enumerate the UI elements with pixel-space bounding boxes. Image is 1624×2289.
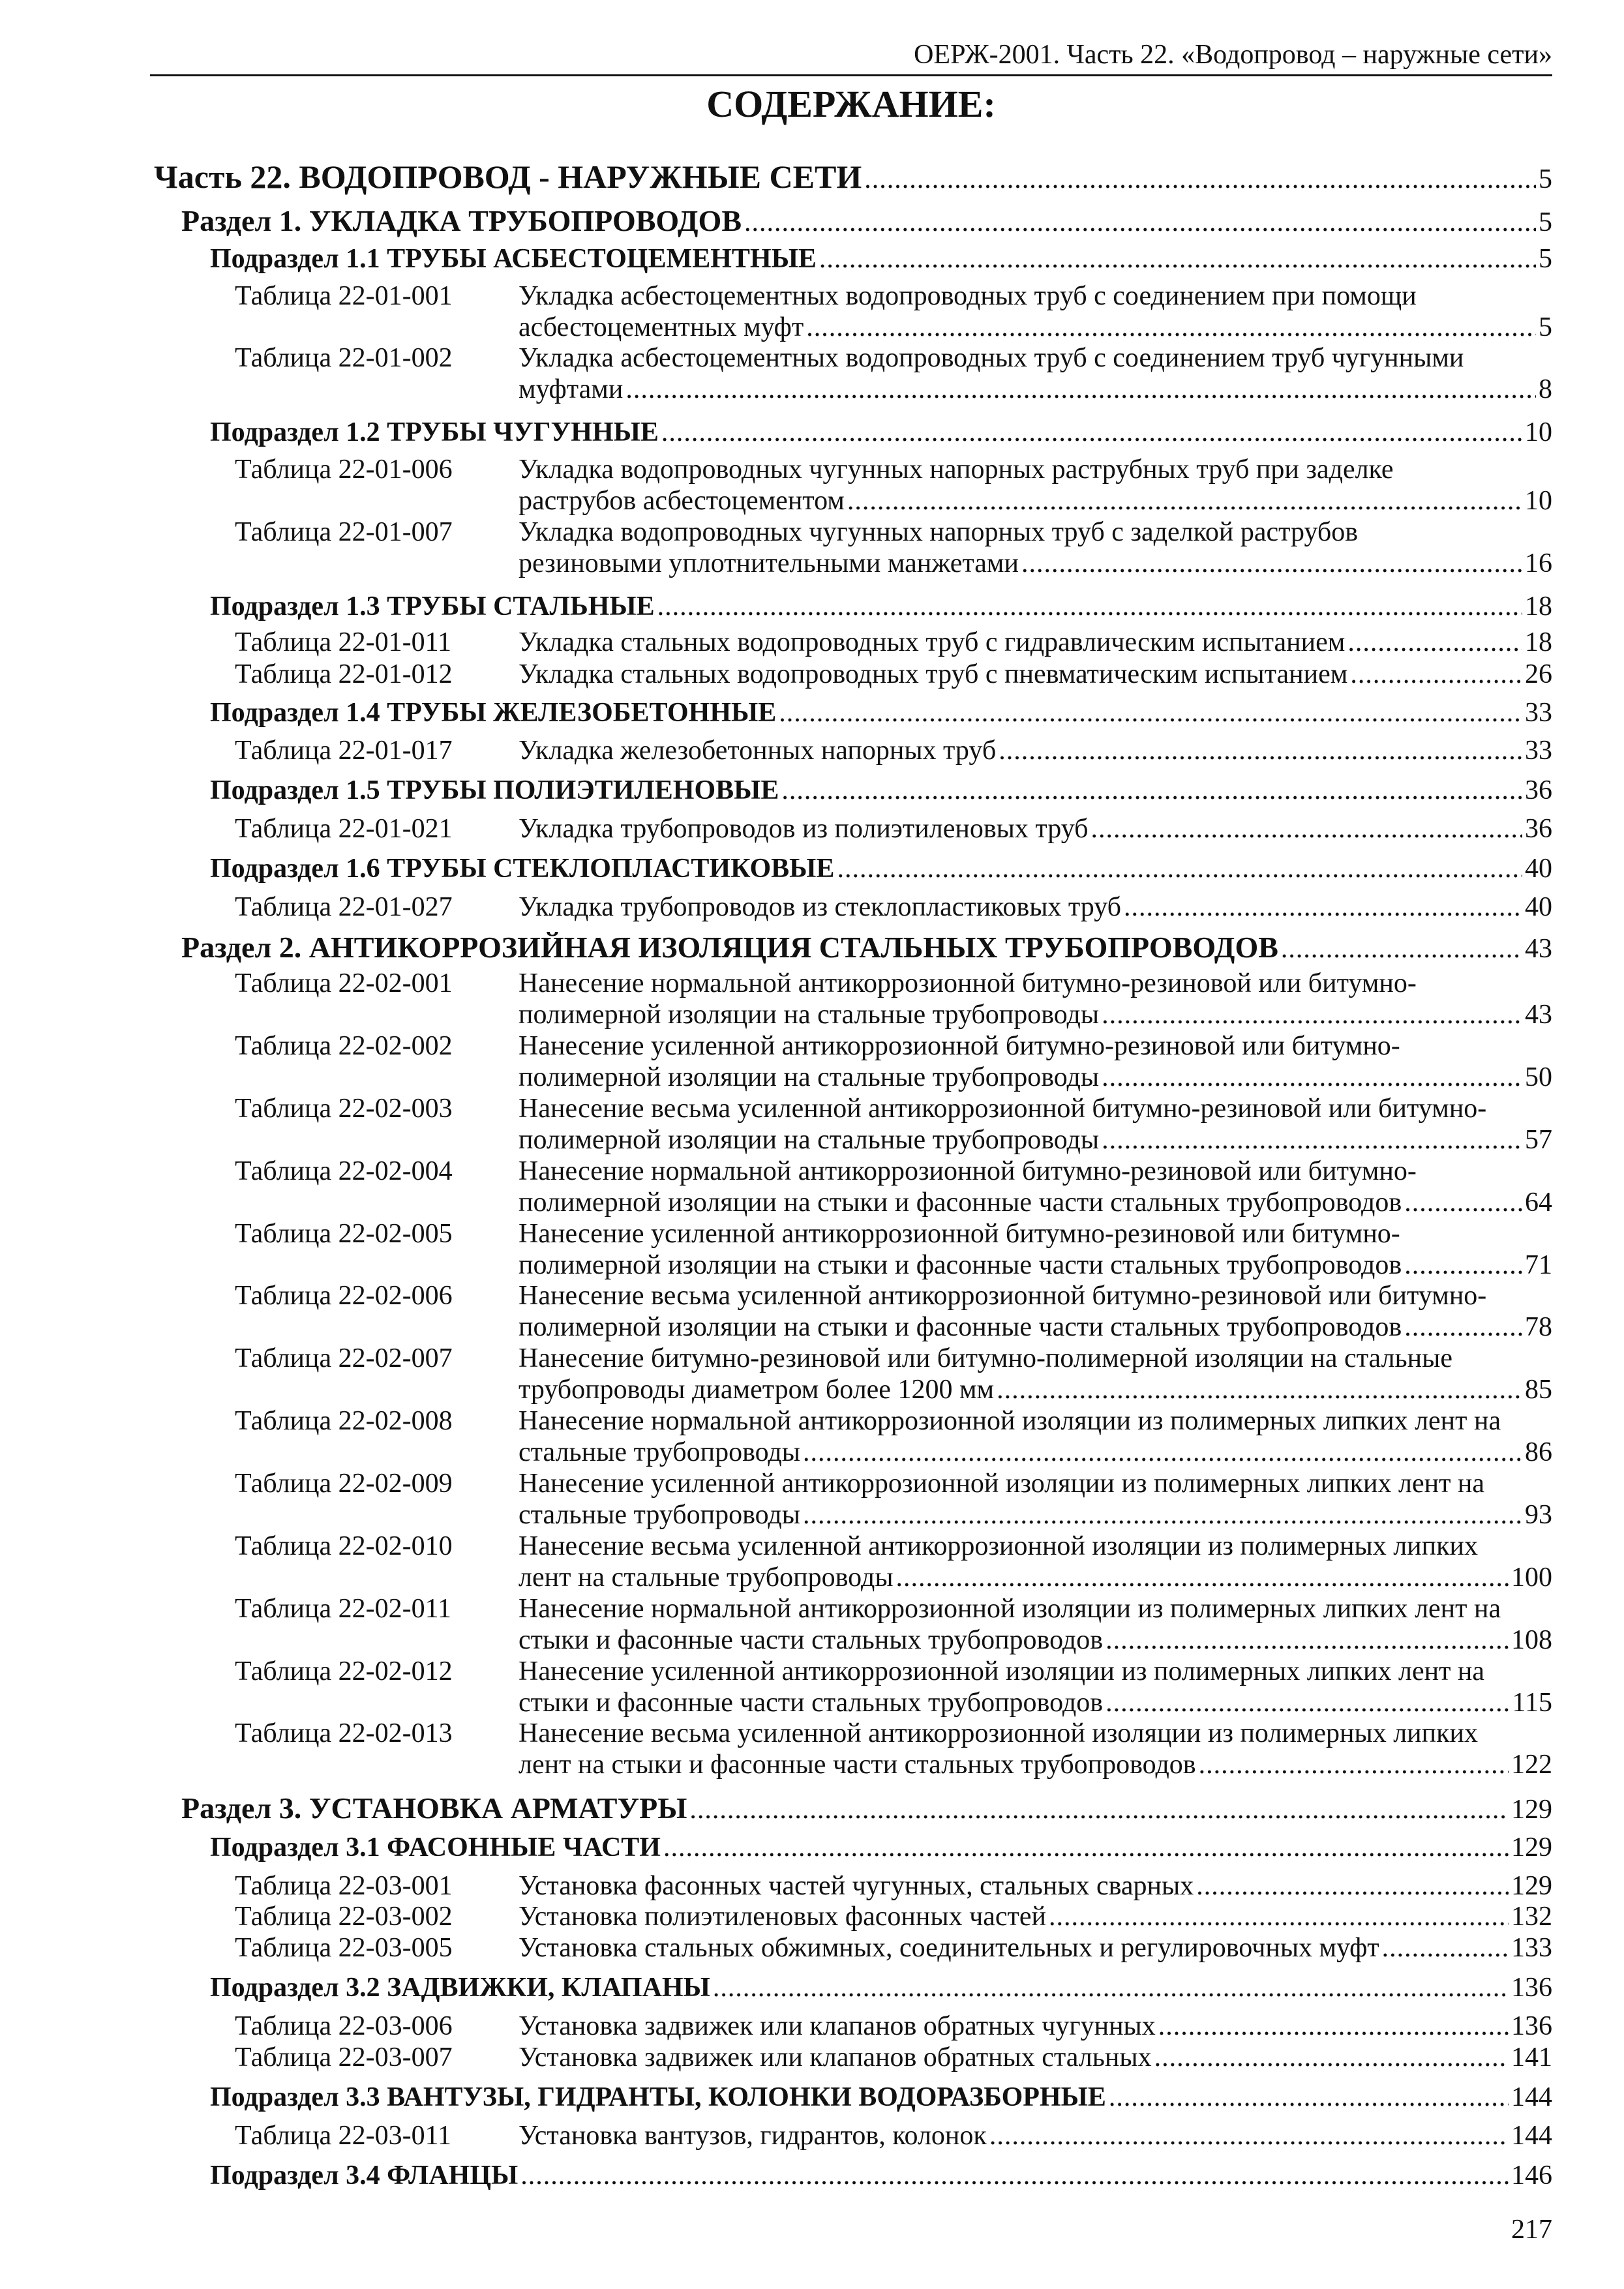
header-divider	[150, 74, 1552, 76]
toc-entry-title: Укладка стальных водопроводных труб с гидравлическим испытанием	[519, 627, 1346, 657]
toc-page-number: 36	[1525, 814, 1552, 844]
dot-leader	[1281, 931, 1522, 966]
toc-page-number: 136	[1511, 2011, 1552, 2041]
toc-page-number: 5	[1539, 207, 1552, 237]
dot-leader	[1196, 1870, 1509, 1902]
toc-entry-title: Укладка трубопроводов из стеклопластиковых труб	[519, 892, 1122, 922]
toc-page-number: 18	[1525, 591, 1552, 621]
page-number: 217	[1511, 2215, 1552, 2245]
dot-leader	[1347, 627, 1522, 658]
toc-entry-title: Раздел 2. АНТИКОРРОЗИЙНАЯ ИЗОЛЯЦИЯ СТАЛЬНЫХ ТРУБОПРОВОДОВ	[181, 931, 1278, 964]
toc-table-code: Таблица 22-03-005	[235, 1933, 453, 1963]
toc-entry-title: Подраздел 1.3 ТРУБЫ СТАЛЬНЫЕ	[210, 591, 655, 621]
running-header: ОЕРЖ-2001. Часть 22. «Водопровод – наружные сети»	[914, 40, 1552, 70]
toc-table-code: Таблица 22-01-021	[235, 814, 453, 844]
toc-entry-title: Установка стальных обжимных, соединительных и регулировочных муфт	[519, 1933, 1379, 1963]
dot-leader	[1102, 999, 1522, 1030]
toc-table-entry[interactable]	[519, 1062, 1552, 1093]
toc-table-code: Таблица 22-02-001	[235, 968, 453, 998]
toc-page-number: 115	[1512, 1688, 1552, 1718]
dot-leader	[1049, 1901, 1509, 1932]
toc-page-number: 86	[1525, 1437, 1552, 1467]
toc-table-entry[interactable]	[519, 2042, 1552, 2073]
toc-table-entry[interactable]	[519, 1870, 1552, 1902]
toc-table-title-line: Нанесение весьма усиленной антикоррозионной изоляции из полимерных липких	[519, 1718, 1479, 1748]
dot-leader	[999, 735, 1522, 766]
toc-section-entry[interactable]	[181, 1791, 1552, 1827]
dot-leader	[803, 1437, 1522, 1468]
toc-entry-title: полимерной изоляции на стальные трубопроводы	[519, 1062, 1100, 1092]
dot-leader	[663, 1831, 1509, 1864]
toc-entry-title: Подраздел 3.3 ВАНТУЗЫ, ГИДРАНТЫ, КОЛОНКИ ВОДОРАЗБОРНЫЕ	[210, 2082, 1106, 2112]
toc-subsection-entry[interactable]	[210, 590, 1552, 623]
dot-leader	[864, 160, 1536, 198]
toc-table-entry[interactable]	[519, 374, 1552, 405]
toc-page-number: 50	[1525, 1062, 1552, 1092]
toc-entry-title: Установка задвижек или клапанов обратных чугунных	[519, 2011, 1156, 2041]
toc-page-number: 33	[1525, 736, 1552, 766]
toc-page-number: 5	[1539, 164, 1552, 194]
toc-table-title-line: Нанесение весьма усиленной антикоррозионной битумно-резиновой или битумно-	[519, 1094, 1487, 1124]
toc-entry-title: асбестоцементных муфт	[519, 312, 804, 342]
toc-entry-title: стыки и фасонные части стальных трубопроводов	[519, 1688, 1104, 1718]
dot-leader	[1109, 2081, 1509, 2114]
toc-subsection-entry[interactable]	[210, 1971, 1552, 2004]
toc-page-number: 129	[1511, 1795, 1552, 1825]
toc-page-number: 146	[1511, 2161, 1552, 2191]
toc-table-entry[interactable]	[519, 1374, 1552, 1405]
toc-table-entry[interactable]	[519, 1499, 1552, 1531]
dot-leader	[803, 1499, 1522, 1531]
dot-leader	[713, 1971, 1509, 2004]
toc-table-code: Таблица 22-02-005	[235, 1219, 453, 1249]
toc-table-code: Таблица 22-02-007	[235, 1343, 453, 1373]
dot-leader	[989, 2120, 1509, 2151]
dot-leader	[1350, 659, 1522, 690]
toc-entry-title: полимерной изоляции на стальные трубопроводы	[519, 1125, 1100, 1155]
dot-leader	[1124, 891, 1522, 923]
dot-leader	[1404, 1187, 1522, 1218]
toc-table-entry[interactable]	[519, 1749, 1552, 1780]
toc-subsection-entry[interactable]	[210, 2081, 1552, 2114]
dot-leader	[657, 590, 1522, 623]
toc-table-entry[interactable]	[519, 1311, 1552, 1343]
dot-leader	[661, 416, 1522, 449]
toc-section-entry[interactable]	[181, 203, 1552, 240]
toc-entry-title: стальные трубопроводы	[519, 1500, 800, 1530]
toc-table-code: Таблица 22-02-004	[235, 1156, 453, 1186]
toc-page-number: 71	[1525, 1250, 1552, 1280]
dot-leader	[997, 1374, 1522, 1405]
toc-entry-title: Укладка стальных водопроводных труб с пневматическим испытанием	[519, 659, 1348, 689]
toc-part-entry[interactable]	[154, 158, 1552, 198]
toc-table-code: Таблица 22-01-011	[235, 627, 452, 657]
toc-page-number: 129	[1511, 1871, 1552, 1901]
toc-table-title-line: Укладка асбестоцементных водопроводных труб с соединением при помощи	[519, 281, 1417, 311]
toc-table-entry[interactable]	[519, 735, 1552, 766]
toc-entry-title: трубопроводы диаметром более 1200 мм	[519, 1375, 995, 1405]
toc-entry-title: раструбов асбестоцементом	[519, 486, 845, 516]
dot-leader	[689, 1792, 1509, 1827]
toc-page-number: 33	[1525, 698, 1552, 728]
toc-subsection-entry[interactable]	[210, 774, 1552, 807]
toc-table-entry[interactable]	[519, 999, 1552, 1030]
dot-leader	[1154, 2042, 1509, 2073]
toc-section-entry[interactable]	[181, 930, 1552, 966]
dot-leader	[625, 374, 1536, 405]
toc-page-number: 43	[1525, 934, 1552, 964]
toc-table-entry[interactable]	[519, 1562, 1552, 1593]
toc-table-title-line: Укладка асбестоцементных водопроводных труб с соединением труб чугунными	[519, 343, 1464, 373]
toc-page-number: 141	[1511, 2042, 1552, 2072]
dot-leader	[1102, 1124, 1522, 1156]
toc-page-number: 43	[1525, 1000, 1552, 1030]
toc-page-number: 26	[1525, 659, 1552, 689]
toc-table-entry[interactable]	[519, 659, 1552, 690]
toc-table-code: Таблица 22-01-012	[235, 659, 453, 689]
dot-leader	[896, 1562, 1509, 1593]
toc-table-code: Таблица 22-01-002	[235, 343, 453, 373]
toc-page-number: 10	[1525, 486, 1552, 516]
dot-leader	[1091, 813, 1522, 845]
toc-entry-title: муфтами	[519, 374, 624, 404]
toc-entry-title: полимерной изоляции на стальные трубопроводы	[519, 1000, 1100, 1030]
toc-subsection-entry[interactable]	[210, 243, 1552, 275]
dot-leader	[1404, 1311, 1522, 1343]
toc-table-entry[interactable]	[519, 1624, 1552, 1656]
toc-entry-title: Установка вантузов, гидрантов, колонок	[519, 2121, 987, 2151]
toc-table-code: Таблица 22-03-007	[235, 2042, 453, 2072]
toc-entry-title: Подраздел 3.4 ФЛАНЦЫ	[210, 2161, 519, 2191]
toc-entry-title: Установка задвижек или клапанов обратных стальных	[519, 2042, 1152, 2072]
dot-leader	[1021, 548, 1522, 579]
toc-table-title-line: Укладка водопроводных чугунных напорных труб с заделкой раструбов	[519, 517, 1359, 547]
dot-leader	[1382, 1932, 1509, 1964]
toc-entry-title: резиновыми уплотнительными манжетами	[519, 548, 1019, 578]
toc-page-number: 64	[1525, 1188, 1552, 1218]
toc-entry-title: Подраздел 3.2 ЗАДВИЖКИ, КЛАПАНЫ	[210, 1973, 710, 2003]
toc-table-entry[interactable]	[519, 1687, 1552, 1718]
toc-subsection-entry[interactable]	[210, 696, 1552, 729]
toc-table-title-line: Укладка водопроводных чугунных напорных раструбных труб при заделке	[519, 455, 1394, 485]
dot-leader	[1105, 1624, 1509, 1656]
toc-entry-title: стальные трубопроводы	[519, 1437, 800, 1467]
toc-table-code: Таблица 22-01-007	[235, 517, 453, 547]
toc-table-code: Таблица 22-02-002	[235, 1031, 453, 1061]
toc-page-number: 132	[1511, 1902, 1552, 1932]
toc-table-code: Таблица 22-02-011	[235, 1594, 452, 1624]
toc-table-entry[interactable]	[519, 891, 1552, 923]
dot-leader	[1199, 1749, 1509, 1780]
toc-page-number: 129	[1511, 1833, 1552, 1863]
dot-leader	[744, 205, 1536, 240]
toc-entry-title: Подраздел 3.1 ФАСОННЫЕ ЧАСТИ	[210, 1833, 661, 1863]
toc-table-code: Таблица 22-02-003	[235, 1094, 453, 1124]
toc-table-code: Таблица 22-03-002	[235, 1902, 453, 1932]
toc-table-entry[interactable]	[519, 1249, 1552, 1281]
toc-table-code: Таблица 22-01-017	[235, 736, 453, 766]
toc-page-number: 10	[1525, 417, 1552, 447]
toc-table-code: Таблица 22-01-001	[235, 281, 453, 311]
toc-table-entry[interactable]	[519, 548, 1552, 579]
toc-subsection-entry[interactable]	[210, 2159, 1552, 2192]
toc-table-entry[interactable]	[519, 1124, 1552, 1156]
toc-entry-title: Раздел 1. УКЛАДКА ТРУБОПРОВОДОВ	[181, 204, 742, 237]
toc-table-code: Таблица 22-02-006	[235, 1281, 453, 1311]
toc-entry-title: Укладка трубопроводов из полиэтиленовых труб	[519, 814, 1089, 844]
toc-page-number: 122	[1511, 1750, 1552, 1780]
toc-table-entry[interactable]	[519, 2011, 1552, 2042]
dot-leader	[837, 852, 1522, 885]
dot-leader	[847, 485, 1522, 516]
toc-table-entry[interactable]	[519, 2120, 1552, 2151]
toc-page-number: 136	[1511, 1973, 1552, 2003]
toc-table-title-line: Нанесение нормальной антикоррозионной битумно-резиновой или битумно-	[519, 968, 1417, 998]
toc-table-code: Таблица 22-02-010	[235, 1531, 453, 1561]
toc-table-code: Таблица 22-01-006	[235, 455, 453, 485]
toc-entry-title: стыки и фасонные части стальных трубопроводов	[519, 1625, 1104, 1655]
dot-leader	[1158, 2011, 1509, 2042]
dot-leader	[781, 774, 1522, 807]
toc-page-number: 16	[1525, 548, 1552, 578]
toc-entry-title: полимерной изоляции на стыки и фасонные части стальных трубопроводов	[519, 1188, 1402, 1218]
dot-leader	[806, 312, 1536, 343]
toc-table-title-line: Нанесение битумно-резиновой или битумно-полимерной изоляции на стальные	[519, 1343, 1453, 1373]
toc-page-number: 108	[1511, 1625, 1552, 1655]
toc-page-number: 5	[1539, 244, 1552, 274]
toc-table-code: Таблица 22-02-009	[235, 1469, 453, 1499]
toc-page-number: 144	[1511, 2082, 1552, 2112]
toc-table-title-line: Нанесение нормальной антикоррозионной изоляции из полимерных липких лент на	[519, 1594, 1501, 1624]
dot-leader	[779, 696, 1522, 729]
toc-table-code: Таблица 22-02-012	[235, 1656, 453, 1686]
toc-table-title-line: Нанесение усиленной антикоррозионной битумно-резиновой или битумно-	[519, 1031, 1400, 1061]
toc-table-code: Таблица 22-03-011	[235, 2121, 452, 2151]
toc-entry-title: Раздел 3. УСТАНОВКА АРМАТУРЫ	[181, 1791, 687, 1825]
toc-entry-title: полимерной изоляции на стыки и фасонные части стальных трубопроводов	[519, 1312, 1402, 1342]
toc-subsection-entry[interactable]	[210, 1831, 1552, 1864]
toc-page-number: 40	[1525, 892, 1552, 922]
toc-page-number: 93	[1525, 1500, 1552, 1530]
toc-entry-title: Подраздел 1.1 ТРУБЫ АСБЕСТОЦЕМЕНТНЫЕ	[210, 244, 817, 274]
toc-table-title-line: Нанесение усиленной антикоррозионной изоляции из полимерных липких лент на	[519, 1656, 1485, 1686]
toc-entry-title: Подраздел 1.6 ТРУБЫ СТЕКЛОПЛАСТИКОВЫЕ	[210, 854, 835, 884]
toc-table-entry[interactable]	[519, 1187, 1552, 1218]
toc-table-code: Таблица 22-01-027	[235, 892, 453, 922]
toc-entry-title: лент на стыки и фасонные части стальных трубопроводов	[519, 1750, 1196, 1780]
page-title: СОДЕРЖАНИЕ:	[706, 83, 996, 125]
toc-page-number: 5	[1539, 312, 1552, 342]
toc-page-number: 18	[1525, 627, 1552, 657]
toc-table-title-line: Нанесение усиленной антикоррозионной битумно-резиновой или битумно-	[519, 1219, 1400, 1249]
dot-leader	[1404, 1249, 1522, 1281]
toc-page-number: 36	[1525, 775, 1552, 805]
toc-subsection-entry[interactable]	[210, 416, 1552, 449]
toc-table-code: Таблица 22-02-008	[235, 1406, 453, 1436]
toc-page-number: 100	[1511, 1563, 1552, 1593]
toc-entry-title: Подраздел 1.2 ТРУБЫ ЧУГУННЫЕ	[210, 417, 659, 447]
toc-entry-title: лент на стальные трубопроводы	[519, 1563, 894, 1593]
toc-table-title-line: Нанесение нормальной антикоррозионной битумно-резиновой или битумно-	[519, 1156, 1417, 1186]
toc-table-entry[interactable]	[519, 813, 1552, 845]
toc-table-code: Таблица 22-02-013	[235, 1718, 453, 1748]
toc-table-code: Таблица 22-03-006	[235, 2011, 453, 2041]
toc-page-number: 85	[1525, 1375, 1552, 1405]
toc-table-entry[interactable]	[519, 1901, 1552, 1932]
toc-entry-title: Установка полиэтиленовых фасонных частей	[519, 1902, 1046, 1932]
dot-leader	[1105, 1687, 1509, 1718]
toc-entry-title: Установка фасонных частей чугунных, стальных сварных	[519, 1871, 1194, 1901]
toc-subsection-entry[interactable]	[210, 852, 1552, 885]
dot-leader	[520, 2159, 1509, 2192]
toc-page-number: 57	[1525, 1125, 1552, 1155]
dot-leader	[1102, 1062, 1522, 1093]
toc-table-title-line: Нанесение усиленной антикоррозионной изоляции из полимерных липких лент на	[519, 1469, 1485, 1499]
toc-entry-title: полимерной изоляции на стыки и фасонные части стальных трубопроводов	[519, 1250, 1402, 1280]
toc-table-title-line: Нанесение весьма усиленной антикоррозионной изоляции из полимерных липких	[519, 1531, 1479, 1561]
toc-table-entry[interactable]	[519, 627, 1552, 658]
toc-table-entry[interactable]	[519, 1437, 1552, 1468]
toc-table-title-line: Нанесение весьма усиленной антикоррозионной битумно-резиновой или битумно-	[519, 1281, 1487, 1311]
toc-table-code: Таблица 22-03-001	[235, 1871, 453, 1901]
dot-leader	[819, 243, 1536, 275]
toc-table-entry[interactable]	[519, 312, 1552, 343]
toc-page-number: 78	[1525, 1312, 1552, 1342]
toc-table-entry[interactable]	[519, 1932, 1552, 1964]
toc-page-number: 133	[1511, 1933, 1552, 1963]
toc-entry-title: Подраздел 1.4 ТРУБЫ ЖЕЛЕЗОБЕТОННЫЕ	[210, 698, 777, 728]
toc-entry-title: Подраздел 1.5 ТРУБЫ ПОЛИЭТИЛЕНОВЫЕ	[210, 775, 779, 805]
toc-table-title-line: Нанесение нормальной антикоррозионной изоляции из полимерных липких лент на	[519, 1406, 1501, 1436]
toc-page-number: 40	[1525, 854, 1552, 884]
toc-page-number: 8	[1539, 374, 1552, 404]
toc-page-number: 144	[1511, 2121, 1552, 2151]
toc-entry-title: Часть 22. ВОДОПРОВОД - НАРУЖНЫЕ СЕТИ	[154, 158, 862, 195]
toc-entry-title: Укладка железобетонных напорных труб	[519, 736, 997, 766]
toc-table-entry[interactable]	[519, 485, 1552, 516]
